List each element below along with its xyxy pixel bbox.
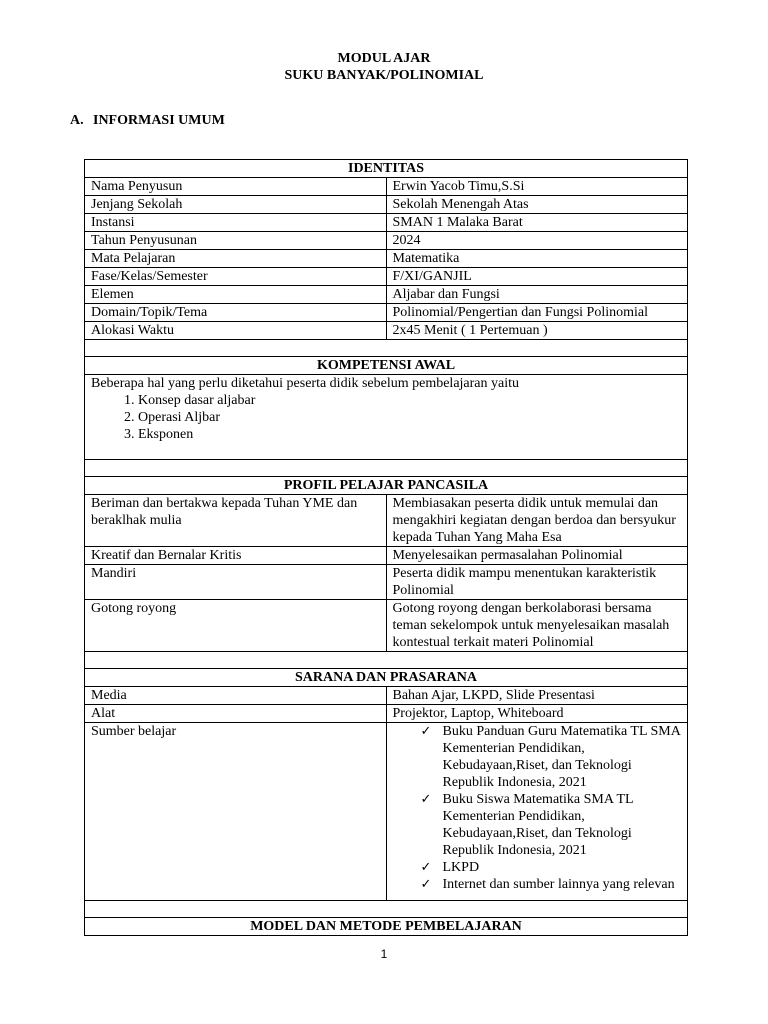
- identitas-row: [85, 196, 688, 214]
- identitas-value: Erwin Yacob Timu,S.Si: [386, 178, 688, 196]
- identitas-row: [85, 250, 688, 268]
- identitas-label: Nama Penyusun: [85, 178, 387, 196]
- page-number: 1: [380, 947, 388, 961]
- kompetensi-intro: Beberapa hal yang perlu diketahui peserta didik sebelum pembelajaran yaitu: [91, 376, 520, 391]
- check-icon: ✓: [420, 877, 432, 892]
- spacer-row: [85, 652, 688, 669]
- sumber-item: [418, 859, 682, 876]
- section-title: INFORMASI UMUM: [93, 113, 225, 128]
- identitas-value: SMAN 1 Malaka Barat: [386, 214, 688, 232]
- identitas-label: Jenjang Sekolah: [85, 196, 387, 214]
- sumber-value: [386, 723, 688, 901]
- sumber-list: [393, 723, 682, 893]
- kompetensi-heading: KOMPETENSI AWAL: [85, 357, 688, 375]
- identitas-row: [85, 304, 688, 322]
- sumber-label: Sumber belajar: [85, 723, 387, 901]
- check-icon: ✓: [420, 860, 432, 875]
- identitas-label: Instansi: [85, 214, 387, 232]
- kompetensi-heading-row: [85, 357, 688, 375]
- sumber-item-text: Buku Panduan Guru Matematika TL SMA Kementerian Pendidikan, Kebudayaan,Riset, dan Teknologi Republik Indonesia, 2021: [442, 724, 681, 790]
- spacer-row: [85, 340, 688, 357]
- model-heading-row: [85, 918, 688, 936]
- check-icon: ✓: [420, 792, 432, 807]
- profil-label: Mandiri: [85, 565, 387, 600]
- profil-value: Peserta didik mampu menentukan karakteristik Polinomial: [386, 565, 688, 600]
- section-letter: A.: [70, 113, 84, 128]
- sumber-item: [418, 723, 682, 791]
- identitas-label: Domain/Topik/Tema: [85, 304, 387, 322]
- profil-value: Menyelesaikan permasalahan Polinomial: [386, 547, 688, 565]
- profil-row: [85, 547, 688, 565]
- identitas-row: [85, 214, 688, 232]
- identitas-heading-row: [85, 160, 688, 178]
- sarana-heading: SARANA DAN PRASARANA: [85, 669, 688, 687]
- sarana-heading-row: [85, 669, 688, 687]
- informasi-umum-table: [84, 159, 688, 936]
- profil-heading-row: [85, 477, 688, 495]
- identitas-label: Elemen: [85, 286, 387, 304]
- document-subtitle: SUKU BANYAK/POLINOMIAL: [284, 68, 484, 83]
- sarana-row: [85, 687, 688, 705]
- alat-label: Alat: [85, 705, 387, 723]
- identitas-value: Sekolah Menengah Atas: [386, 196, 688, 214]
- identitas-value: Matematika: [386, 250, 688, 268]
- kompetensi-item: 1. Konsep dasar aljabar: [138, 392, 681, 409]
- identitas-value: 2024: [386, 232, 688, 250]
- profil-row: [85, 565, 688, 600]
- document-title: MODUL AJAR: [337, 51, 431, 66]
- profil-row: [85, 600, 688, 652]
- identitas-value: Aljabar dan Fungsi: [386, 286, 688, 304]
- identitas-label: Fase/Kelas/Semester: [85, 268, 387, 286]
- sumber-item: [418, 791, 682, 859]
- kompetensi-list: [91, 392, 681, 443]
- profil-label: Gotong royong: [85, 600, 387, 652]
- profil-label: Beriman dan bertakwa kepada Tuhan YME dan beraklhak mulia: [85, 495, 387, 547]
- kompetensi-item: 3. Eksponen: [138, 426, 681, 443]
- section-heading-informasi-umum: [70, 113, 225, 129]
- identitas-label: Alokasi Waktu: [85, 322, 387, 340]
- model-metode-heading: MODEL DAN METODE PEMBELAJARAN: [85, 918, 688, 936]
- media-value: Bahan Ajar, LKPD, Slide Presentasi: [386, 687, 688, 705]
- sumber-item-text: Internet dan sumber lainnya yang relevan: [442, 877, 675, 892]
- identitas-row: [85, 232, 688, 250]
- identitas-row: [85, 178, 688, 196]
- identitas-heading: IDENTITAS: [85, 160, 688, 178]
- profil-row: [85, 495, 688, 547]
- kompetensi-content-row: [85, 375, 688, 460]
- sarana-row: [85, 723, 688, 901]
- check-icon: ✓: [420, 724, 432, 739]
- profil-label: Kreatif dan Bernalar Kritis: [85, 547, 387, 565]
- sumber-item-text: Buku Siswa Matematika SMA TL Kementerian Pendidikan, Kebudayaan,Riset, dan Teknologi Republik Indonesia, 2021: [442, 792, 634, 858]
- sumber-item: [418, 876, 682, 893]
- spacer-cell: [85, 460, 688, 477]
- identitas-label: Tahun Penyusunan: [85, 232, 387, 250]
- profil-heading: PROFIL PELAJAR PANCASILA: [85, 477, 688, 495]
- identitas-value: 2x45 Menit ( 1 Pertemuan ): [386, 322, 688, 340]
- identitas-value: Polinomial/Pengertian dan Fungsi Polinomial: [386, 304, 688, 322]
- spacer-cell: [85, 340, 688, 357]
- profil-value: Membiasakan peserta didik untuk memulai dan mengakhiri kegiatan dengan berdoa dan bersyukur kepada Tuhan Yang Maha Esa: [386, 495, 688, 547]
- identitas-value: F/XI/GANJIL: [386, 268, 688, 286]
- identitas-label: Mata Pelajaran: [85, 250, 387, 268]
- identitas-row: [85, 268, 688, 286]
- profil-value: Gotong royong dengan berkolaborasi bersama teman sekelompok untuk menyelesaikan masalah kontestual terkait materi Polinomial: [386, 600, 688, 652]
- sumber-item-text: LKPD: [442, 860, 480, 875]
- spacer-cell: [85, 652, 688, 669]
- sarana-row: [85, 705, 688, 723]
- spacer-cell: [85, 901, 688, 918]
- spacer-row: [85, 460, 688, 477]
- identitas-row: [85, 322, 688, 340]
- identitas-row: [85, 286, 688, 304]
- alat-value: Projektor, Laptop, Whiteboard: [386, 705, 688, 723]
- kompetensi-content: [85, 375, 688, 460]
- kompetensi-item: 2. Operasi Aljbar: [138, 409, 681, 426]
- media-label: Media: [85, 687, 387, 705]
- spacer-row: [85, 901, 688, 918]
